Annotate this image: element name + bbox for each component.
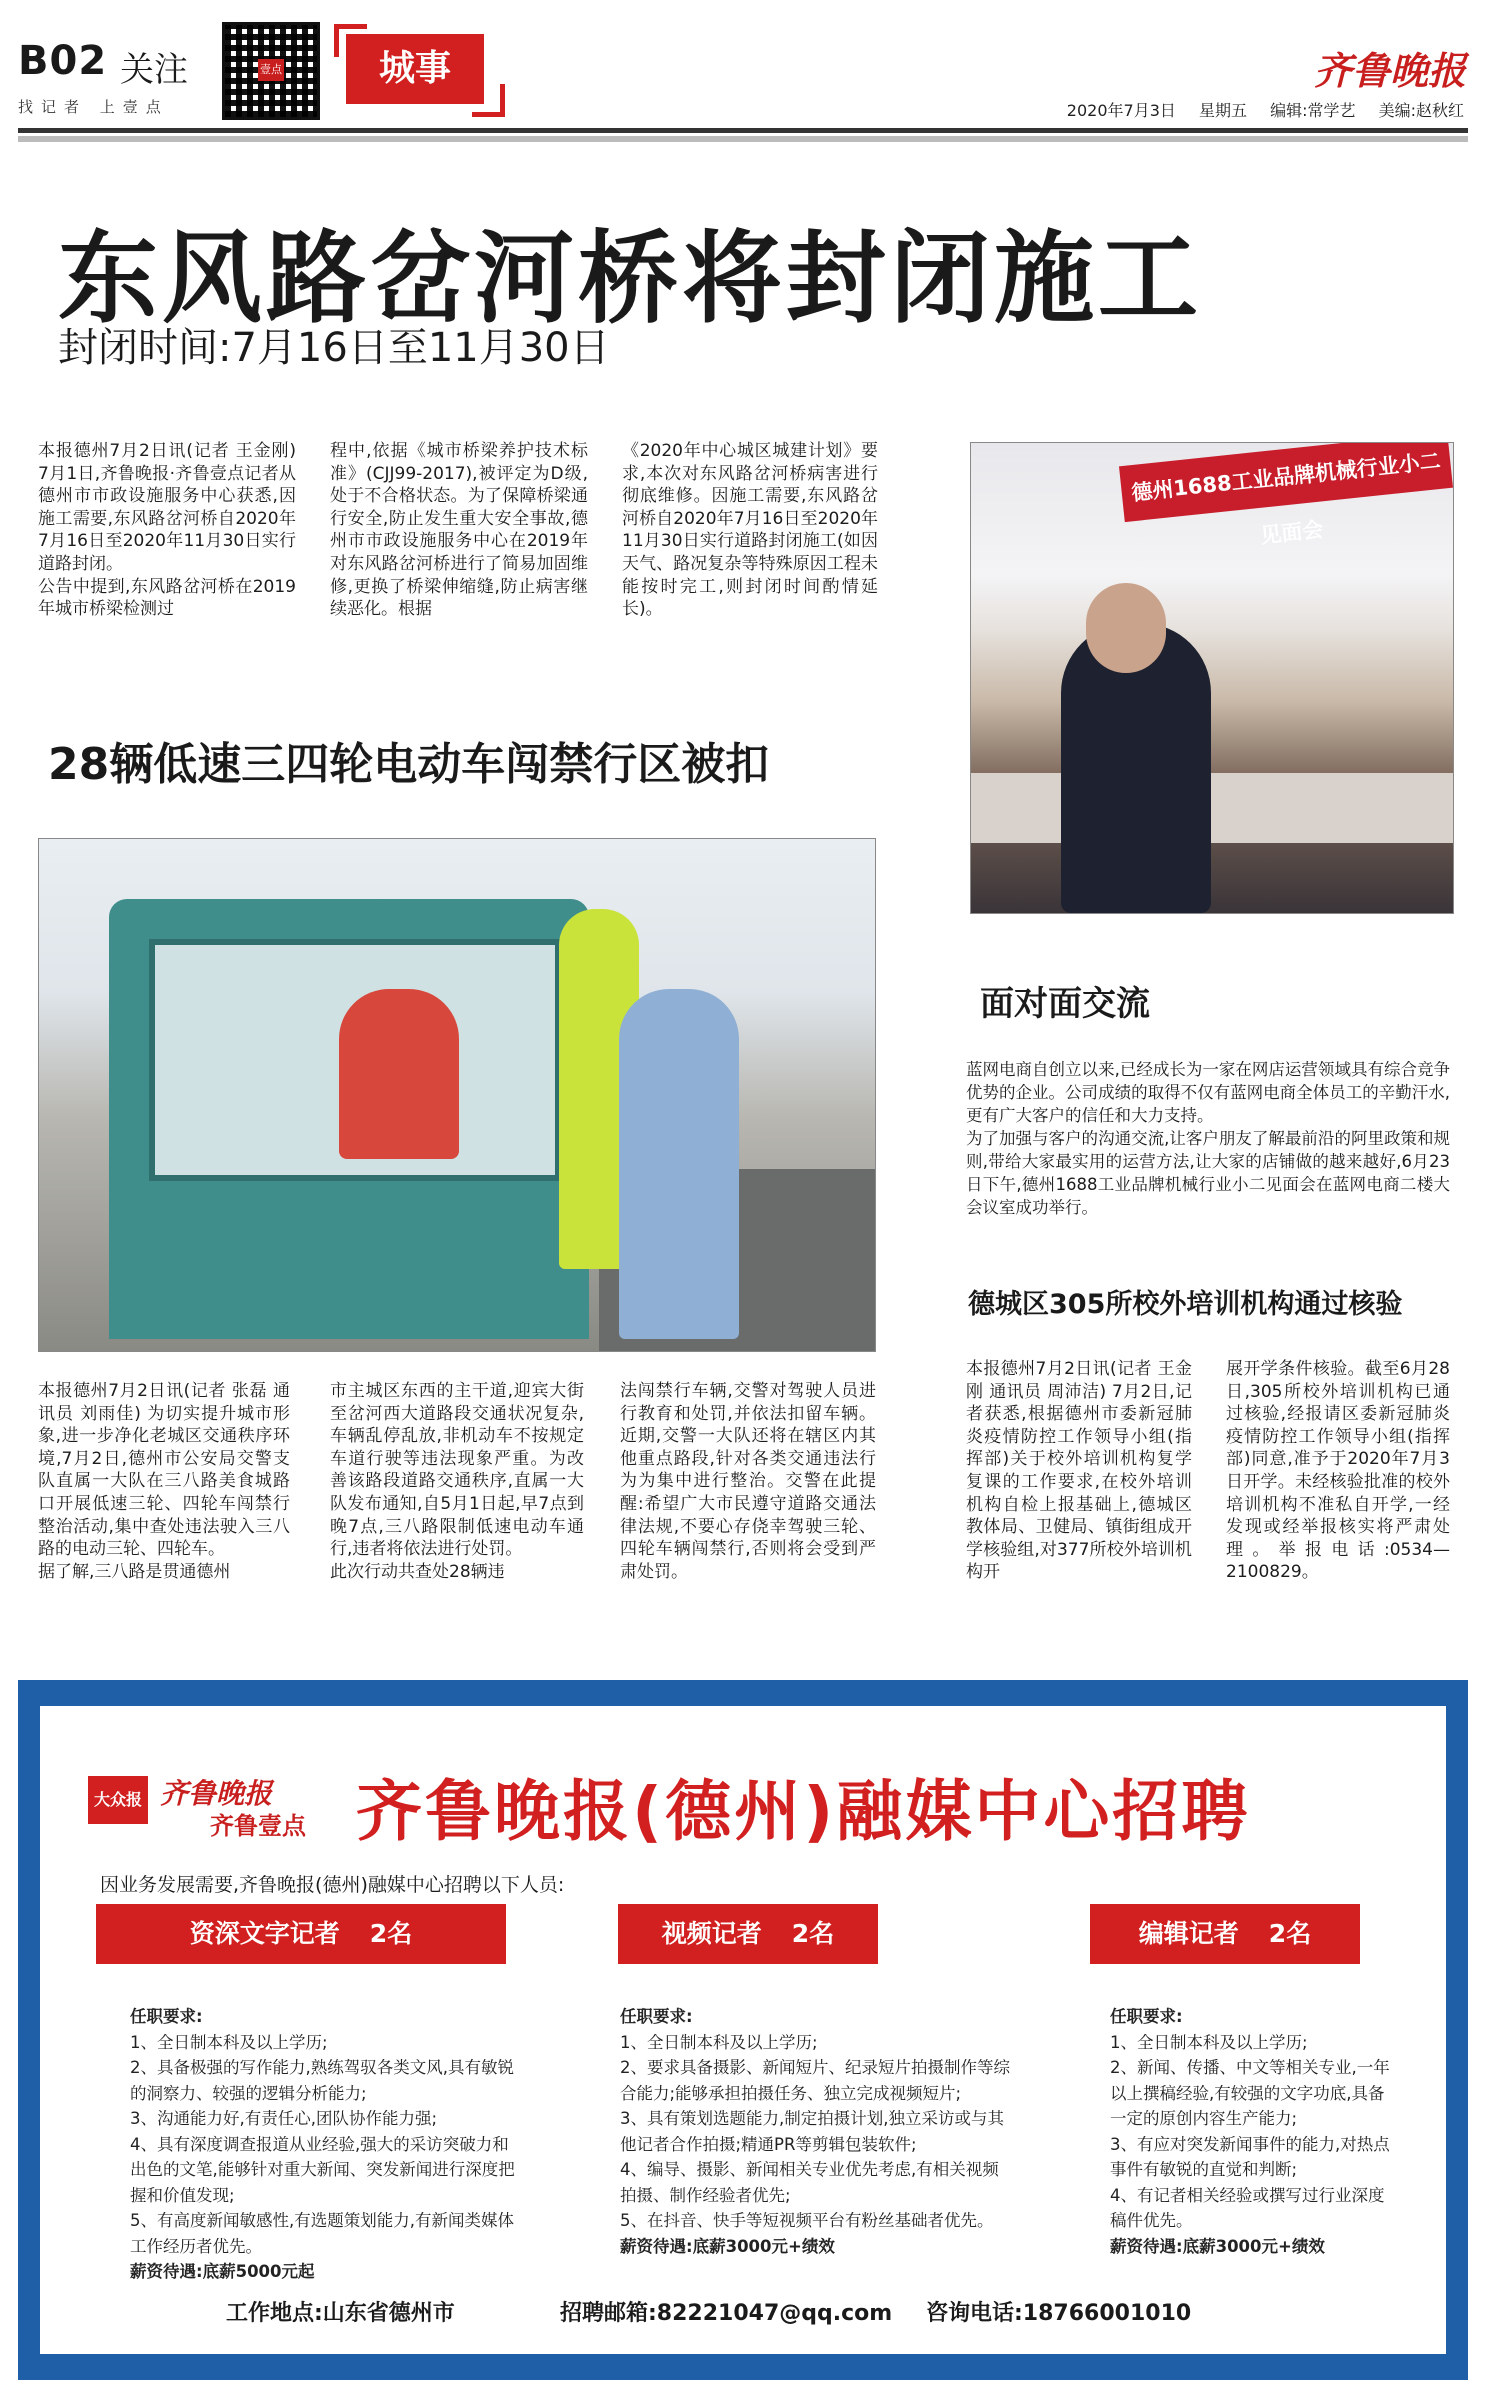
recruit-intro: 因业务发展需要,齐鲁晚报(德州)融媒中心招聘以下人员: — [100, 1874, 565, 1896]
job-count: 2名 — [791, 1919, 835, 1948]
photo-banner: 德州1688工业品牌机械行业小二见面会 — [1119, 442, 1453, 522]
photo-officer — [619, 989, 739, 1339]
traffic-photo — [38, 838, 876, 1352]
weekday: 星期五 — [1198, 101, 1247, 120]
brand-logo: 齐鲁晚报 — [1313, 48, 1466, 93]
job-title-1 — [96, 1904, 506, 1964]
req-list: 1、全日制本科及以上学历; 2、要求具备摄影、新闻短片、纪录短片拍摄制作等综合能力;能够承担拍摄任务、独立完成视频短片; 3、具有策划选题能力,制定拍摄计划,独立采访或与其他记者合作拍摄;精通PR等剪辑包装软件; 4、编导、摄影、新闻相关专业优先考虑,有相关视频拍摄、制作经验者优先; 5、在抖音、快手等短视频平台有粉丝基础者优先。 — [620, 2032, 1010, 2230]
story4-column-2: 展开学条件核验。截至6月28日,305所校外培训机构已通过核验,经报请区委新冠肺炎疫情防控工作领导小组(指挥部)同意,准予于2020年7月3日开学。未经核验批准的校外培训机构不准私自开学,一经发现或经举报核实将严肃处理。举报电话:0534—2100829。 — [1226, 1359, 1450, 1583]
qilu-logo: 齐鲁晚报 — [160, 1777, 273, 1810]
job-name: 资深文字记者 — [189, 1919, 340, 1948]
story3-headline: 面对面交流 — [980, 984, 1150, 1024]
req-list: 1、全日制本科及以上学历; 2、新闻、传播、中文等相关专业,一年以上撰稿经验,有较强的文字功底,具备一定的原创内容生产能力; 3、有应对突发新闻事件的能力,对热点事件有敏锐的直觉和判断; 4、有记者相关经验或撰写过行业深度稿件优先。 — [1110, 2032, 1390, 2230]
story4-column-1: 本报德州7月2日讯(记者 王金刚 通讯员 周沛洁) 7月2日,记者获悉,根据德州市委新冠肺炎疫情防控工作领导小组(指挥部)关于校外培训机构复学复课的工作要求,在校外培训机构自检上报基础上,德城区教体局、卫健局、镇街组成开学核验组,对377所校外培训机构开 — [966, 1359, 1192, 1583]
salary: 薪资待遇:底薪3000元+绩效 — [1110, 2236, 1325, 2256]
lead-column-3: 《2020年中心城区城建计划》要求,本次对东风路岔河桥病害进行彻底维修。因施工需要,东风路岔河桥自2020年7月16日至2020年11月30日实行道路封闭施工(如因天气、路况复杂等特殊原因工程未能按时完工,则封闭时间酌情延长)。 — [622, 441, 878, 620]
job-reqs-1 — [130, 2004, 520, 2285]
salary: 薪资待遇:底薪3000元+绩效 — [620, 2236, 835, 2256]
req-title: 任职要求: — [1110, 2007, 1183, 2026]
qr-logo: 壹点 — [258, 59, 284, 81]
meeting-photo — [970, 442, 1454, 914]
salary: 薪资待遇:底薪5000元起 — [130, 2262, 315, 2281]
job-reqs-2 — [620, 2004, 1012, 2259]
work-location: 工作地点:山东省德州市 — [226, 2301, 455, 2326]
photo-table — [971, 773, 1453, 843]
story4-headline: 德城区305所校外培训机构通过核验 — [968, 1289, 1403, 1320]
job-reqs-3 — [1110, 2004, 1390, 2259]
lead-headline: 东风路岔河桥将封闭施工 — [58, 220, 1202, 337]
job-count: 2名 — [369, 1919, 413, 1948]
story2-headline: 28辆低速三四轮电动车闯禁行区被扣 — [48, 739, 770, 790]
contact-phone[interactable]: 咨询电话:18766001010 — [926, 2301, 1192, 2326]
section-name: 关注 — [120, 50, 188, 90]
dazhong-logo: 大众报业 — [88, 1776, 148, 1824]
story3-body: 蓝网电商自创立以来,已经成长为一家在网店运营领域具有综合竞争优势的企业。公司成绩的取得不仅有蓝网电商全体员工的辛勤汗水,更有广大客户的信任和大力支持。 为了加强与客户的沟通交流,让客户朋友了解最前沿的阿里政策和规则,带给大家最实用的运营方法,让大家的店铺做的越来越好,6月23日下午,德州1688工业品牌机械行业小二见面会在蓝网电商二楼大会议室成功举行。 — [966, 1060, 1450, 1217]
photo-driver — [339, 989, 459, 1159]
page-number: B02 — [18, 38, 108, 84]
job-title-2 — [618, 1904, 878, 1964]
story2-column-1: 本报德州7月2日讯(记者 张磊 通讯员 刘雨佳) 为切实提升城市形象,进一步净化老城区交通秩序环境,7月2日,德州市公安局交警支队直属一大队在三八路美食城路口开展低速三轮、四轮车闯禁行整治活动,集中查处违法驶入三八路的电动三轮、四轮车。 据了解,三八路是贯通德州 — [38, 1381, 290, 1582]
header-rule — [18, 128, 1468, 142]
photo-person-head — [1086, 583, 1166, 673]
req-title: 任职要求: — [130, 2007, 203, 2026]
designer: 美编:赵秋红 — [1378, 101, 1464, 120]
story2-column-3: 法闯禁行车辆,交警对驾驶人员进行教育和处罚,并依法扣留车辆。近期,交警一大队还将在辖区内其他重点路段,针对各类交通违法行为为集中进行整治。交警在此提醒:希望广大市民遵守道路交通法律法规,不要心存侥幸驾驶三轮、四轮车辆闯禁行,否则将会受到严肃处罚。 — [620, 1381, 876, 1582]
issue-date: 2020年7月3日 — [1066, 101, 1176, 120]
lead-column-2: 程中,依据《城市桥梁养护技术标准》(CJJ99-2017),被评定为D级,处于不合格状态。为了保障桥梁通行安全,防止发生重大安全事故,德州市市政设施服务中心在2019年对东风路岔河桥进行了简易加固维修,更换了桥梁伸缩缝,防止病害继续恶化。根据 — [330, 441, 588, 620]
lead-column-1: 本报德州7月2日讯(记者 王金刚) 7月1日,齐鲁晚报·齐鲁壹点记者从德州市市政设施服务中心获悉,因施工需要,东风路岔河桥自2020年7月16日至2020年11月30日实行道路封闭。 公告中提到,东风路岔河桥在2019年城市桥梁检测过 — [38, 441, 296, 620]
job-name: 视频记者 — [661, 1919, 762, 1948]
job-title-3 — [1090, 1904, 1360, 1964]
qilu-yidian-logo: 齐鲁壹点 — [210, 1812, 306, 1840]
lead-subheadline: 封闭时间:7月16日至11月30日 — [58, 325, 610, 371]
job-name: 编辑记者 — [1138, 1919, 1239, 1948]
req-title: 任职要求: — [620, 2007, 693, 2026]
header-meta — [1049, 98, 1464, 121]
tagline: 找记者 上壹点 — [18, 98, 169, 116]
editor: 编辑:常学艺 — [1270, 101, 1356, 120]
column-label: 城事 — [346, 34, 484, 104]
job-count: 2名 — [1268, 1919, 1312, 1948]
story2-column-2: 市主城区东西的主干道,迎宾大街至岔河西大道路段交通状况复杂,车辆乱停乱放,非机动车不按规定车道行驶等违法现象严重。为改善该路段道路交通秩序,直属一大队发布通知,自5月1日起,早7点到晚7点,三八路限制低速电动车通行,违者将依法进行处罚。 此次行动共查处28辆违 — [330, 1381, 584, 1582]
recruit-email[interactable]: 招聘邮箱:82221047@qq.com — [560, 2301, 893, 2326]
recruit-title: 齐鲁晚报(德州)融媒中心招聘 — [356, 1773, 1251, 1850]
req-list: 1、全日制本科及以上学历; 2、具备极强的写作能力,熟练驾驭各类文风,具有敏锐的洞察力、较强的逻辑分析能力; 3、沟通能力好,有责任心,团队协作能力强; 4、具有深度调查报道从业经验,强大的采访突破力和出色的文笔,能够针对重大新闻、突发新闻进行深度把握和价值发现; 5、有高度新闻敏感性,有选题策划能力,有新闻类媒体工作经历者优先。 — [130, 2032, 515, 2256]
